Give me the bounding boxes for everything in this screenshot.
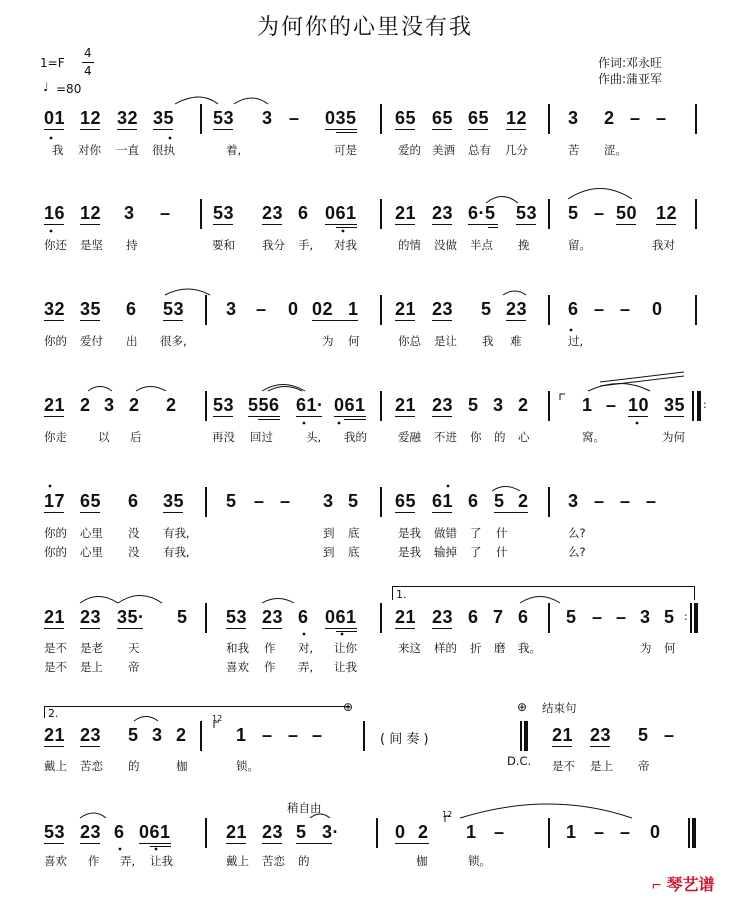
note: – bbox=[620, 491, 631, 511]
note: 23 bbox=[432, 395, 454, 415]
lyric: 要和 bbox=[212, 238, 235, 252]
lyric: 我对 bbox=[652, 238, 675, 252]
note: 2 bbox=[176, 725, 187, 745]
note: 3 bbox=[152, 725, 163, 745]
lyric: 你还 bbox=[44, 238, 67, 252]
lyric: 窝。 bbox=[582, 430, 605, 444]
ending-sentence-label: 结束句 bbox=[542, 701, 577, 715]
lyric: 我。 bbox=[518, 641, 541, 655]
note: 0 bbox=[395, 822, 406, 842]
lyric: 头, bbox=[306, 430, 322, 444]
note: 35 bbox=[153, 108, 175, 128]
lyric: 是我 bbox=[398, 526, 421, 540]
lyric: 为 bbox=[640, 641, 652, 655]
lyric: 半点 bbox=[470, 238, 493, 252]
note: – bbox=[256, 299, 267, 319]
lyric: 没做 bbox=[434, 238, 457, 252]
note: – bbox=[646, 491, 657, 511]
note: 23 bbox=[432, 607, 454, 627]
lyric: 磨 bbox=[494, 641, 506, 655]
tempo-marking: =80 bbox=[56, 82, 82, 96]
note: 0 bbox=[652, 299, 663, 319]
note: 5 bbox=[296, 822, 307, 842]
note: 53 bbox=[213, 395, 235, 415]
lyric: 你的 bbox=[44, 526, 67, 540]
lyric: 是不 bbox=[552, 759, 575, 773]
lyric: 不进 bbox=[434, 430, 457, 444]
lyric: 的情 bbox=[398, 238, 421, 252]
lyric: 留。 bbox=[568, 238, 591, 252]
note: 53 bbox=[213, 108, 235, 128]
note: 32 bbox=[44, 299, 66, 319]
lyric: 涩。 bbox=[604, 143, 627, 157]
note: – bbox=[254, 491, 265, 511]
note: 23 bbox=[80, 725, 102, 745]
lyric: 持 bbox=[126, 238, 138, 252]
note: 061 bbox=[325, 203, 357, 223]
note: – bbox=[594, 203, 605, 223]
note: 5 bbox=[494, 491, 505, 511]
lyric: 对, bbox=[298, 641, 314, 655]
note: 6 bbox=[468, 607, 479, 627]
note: 61· bbox=[296, 395, 324, 415]
interlude-label: ( 间 奏 ) bbox=[380, 732, 429, 747]
note: 3 bbox=[226, 299, 237, 319]
lyric: 回过 bbox=[250, 430, 273, 444]
note: 7 bbox=[493, 607, 504, 627]
lyric: 再没 bbox=[212, 430, 235, 444]
note: 23 bbox=[262, 822, 284, 842]
note: 6 bbox=[128, 491, 139, 511]
note: – bbox=[312, 725, 323, 745]
note: 53 bbox=[213, 203, 235, 223]
note: 5 bbox=[177, 607, 188, 627]
note: – bbox=[620, 822, 631, 842]
lyric: 戴上 bbox=[44, 759, 67, 773]
note: 21 bbox=[552, 725, 574, 745]
note: 35 bbox=[664, 395, 686, 415]
lyric: 样的 bbox=[434, 641, 457, 655]
lyric: 作 bbox=[264, 660, 276, 674]
note: 65 bbox=[80, 491, 102, 511]
note: 061 bbox=[334, 395, 366, 415]
note: 3 bbox=[568, 108, 579, 128]
watermark-text: 琴艺谱 bbox=[666, 877, 715, 894]
note: – bbox=[594, 491, 605, 511]
lyric: 折 bbox=[470, 641, 482, 655]
note: 21 bbox=[395, 299, 417, 319]
lyric: 后 bbox=[130, 430, 142, 444]
lyric: 的 bbox=[128, 759, 140, 773]
note: 2 bbox=[80, 395, 91, 415]
lyric: 到 bbox=[323, 545, 335, 559]
coda-sign-2: ⊕ bbox=[517, 700, 528, 714]
note: 23 bbox=[80, 822, 102, 842]
note: 65 bbox=[468, 108, 490, 128]
lyric: 有我, bbox=[163, 545, 190, 559]
lyric: 作 bbox=[264, 641, 276, 655]
lyric: 你 bbox=[470, 430, 482, 444]
note: 23 bbox=[262, 203, 284, 223]
lyric: 到 bbox=[323, 526, 335, 540]
lyric: 来这 bbox=[398, 641, 421, 655]
lyric: 手, bbox=[298, 238, 314, 252]
lyric: 我 bbox=[482, 334, 494, 348]
note: 12 bbox=[656, 203, 678, 223]
lyric: 苦 bbox=[568, 143, 580, 157]
da-capo-label: D.C. bbox=[507, 754, 532, 768]
note: 35· bbox=[117, 607, 145, 627]
note: 21 bbox=[44, 395, 66, 415]
lyric: 为 bbox=[322, 334, 334, 348]
note: 3 bbox=[568, 491, 579, 511]
lyric: 你总 bbox=[398, 334, 421, 348]
lyric: 戴上 bbox=[226, 854, 249, 868]
note: 2 bbox=[129, 395, 140, 415]
lyric: 了 bbox=[470, 545, 482, 559]
note: 2 bbox=[418, 822, 429, 842]
lyric: 弄, bbox=[120, 854, 136, 868]
note: – bbox=[594, 299, 605, 319]
repeat-dots: : bbox=[684, 610, 688, 623]
lyric: 是上 bbox=[80, 660, 103, 674]
note: 6 bbox=[468, 491, 479, 511]
note: – bbox=[592, 607, 603, 627]
note: – bbox=[594, 822, 605, 842]
lyric: 美酒 bbox=[432, 143, 455, 157]
lyric: 是上 bbox=[590, 759, 613, 773]
lyricist-credit: 作词:邓永旺 bbox=[598, 56, 663, 70]
note: 65 bbox=[395, 108, 417, 128]
lyric: 几分 bbox=[505, 143, 528, 157]
lyric: 让你 bbox=[334, 641, 357, 655]
watermark-logo bbox=[652, 872, 714, 895]
note: 5 bbox=[638, 725, 649, 745]
coda-sign-1: ⊕ bbox=[343, 700, 354, 714]
note: 1 bbox=[236, 725, 247, 745]
lyric: 天 bbox=[128, 641, 140, 655]
note: 23 bbox=[262, 607, 284, 627]
lyric: 输掉 bbox=[434, 545, 457, 559]
rubato-label: 稍自由 bbox=[287, 801, 322, 815]
note: 61 bbox=[432, 491, 454, 511]
lyric: 一直 bbox=[116, 143, 139, 157]
lyric: 挽 bbox=[518, 238, 530, 252]
lyric: 爱付 bbox=[80, 334, 103, 348]
lyric: 我的 bbox=[344, 430, 367, 444]
note: 5 bbox=[481, 299, 492, 319]
lyric: 底 bbox=[348, 526, 360, 540]
note: 061 bbox=[139, 822, 171, 842]
note: 3 bbox=[104, 395, 115, 415]
note: 35 bbox=[80, 299, 102, 319]
note: – bbox=[160, 203, 171, 223]
note: 0 bbox=[650, 822, 661, 842]
lyric: 没 bbox=[128, 545, 140, 559]
note: 23 bbox=[80, 607, 102, 627]
note: 53 bbox=[226, 607, 248, 627]
note: – bbox=[494, 822, 505, 842]
note: 1 bbox=[348, 299, 359, 319]
note: 6 bbox=[298, 607, 309, 627]
note: 5 bbox=[664, 607, 675, 627]
lyric: 总有 bbox=[468, 143, 491, 157]
lyric: 对我 bbox=[334, 238, 357, 252]
note: 5 bbox=[468, 395, 479, 415]
lyric: 有我, bbox=[163, 526, 190, 540]
lyric: 出 bbox=[126, 334, 138, 348]
composer-credit: 作曲:蒲亚军 bbox=[598, 72, 663, 86]
note: 3 bbox=[640, 607, 651, 627]
quarter-note-icon: ♩ bbox=[43, 80, 49, 94]
lyric: 你走 bbox=[44, 430, 67, 444]
lyric: 让我 bbox=[334, 660, 357, 674]
lyric: 爱的 bbox=[398, 143, 421, 157]
note: 3· bbox=[322, 822, 340, 842]
lyric: 很多, bbox=[160, 334, 187, 348]
note: 2 bbox=[166, 395, 177, 415]
note: 6 bbox=[114, 822, 125, 842]
note: 5 bbox=[566, 607, 577, 627]
repeat-dots: : bbox=[703, 398, 707, 411]
time-signature-top: 4 bbox=[84, 46, 92, 60]
note: 1 bbox=[466, 822, 477, 842]
note: 02 bbox=[312, 299, 334, 319]
lyric: 的 bbox=[298, 854, 310, 868]
note: 0 bbox=[288, 299, 299, 319]
note: – bbox=[620, 299, 631, 319]
note: 1 bbox=[582, 395, 593, 415]
note: 035 bbox=[325, 108, 357, 128]
lyric: 心 bbox=[518, 430, 530, 444]
lyric: 是不 bbox=[44, 660, 67, 674]
note: 10 bbox=[628, 395, 650, 415]
note: – bbox=[606, 395, 617, 415]
note: 6 bbox=[518, 607, 529, 627]
ending-1-label: 1. bbox=[396, 588, 407, 601]
lyric: 弄, bbox=[298, 660, 314, 674]
note: 6·5 bbox=[468, 203, 496, 223]
note: 16 bbox=[44, 203, 66, 223]
lyric: 过, bbox=[568, 334, 584, 348]
note: – bbox=[262, 725, 273, 745]
note: 23 bbox=[590, 725, 612, 745]
note: 23 bbox=[506, 299, 528, 319]
lyric: 做错 bbox=[434, 526, 457, 540]
note: 3 bbox=[493, 395, 504, 415]
lyric: 我 bbox=[52, 143, 64, 157]
lyric: 着, bbox=[226, 143, 242, 157]
lyric: 喜欢 bbox=[44, 854, 67, 868]
note: 53 bbox=[44, 822, 66, 842]
lyric: 是我 bbox=[398, 545, 421, 559]
lyric: 你的 bbox=[44, 545, 67, 559]
lyric: 是坚 bbox=[80, 238, 103, 252]
lyric: 枷 bbox=[416, 854, 428, 868]
lyric: 是不 bbox=[44, 641, 67, 655]
note: 5 bbox=[128, 725, 139, 745]
lyric: 你的 bbox=[44, 334, 67, 348]
note: 21 bbox=[44, 607, 66, 627]
lyric: 为何 bbox=[662, 430, 685, 444]
lyric: 么? bbox=[568, 545, 586, 559]
note: 12 bbox=[80, 203, 102, 223]
note: 6 bbox=[568, 299, 579, 319]
lyric: 没 bbox=[128, 526, 140, 540]
lyric: 作 bbox=[88, 854, 100, 868]
lyric: 帝 bbox=[638, 759, 650, 773]
note: – bbox=[289, 108, 300, 128]
grace-note: 12 bbox=[442, 810, 453, 819]
note: 53 bbox=[163, 299, 185, 319]
lyric: 难 bbox=[510, 334, 522, 348]
note: 1 bbox=[566, 822, 577, 842]
lyric: 什 bbox=[496, 545, 508, 559]
lyric: 心里 bbox=[80, 545, 103, 559]
note: – bbox=[656, 108, 667, 128]
note: 21 bbox=[226, 822, 248, 842]
note: 21 bbox=[395, 395, 417, 415]
lyric: 了 bbox=[470, 526, 482, 540]
note: 6 bbox=[298, 203, 309, 223]
lyric: 何 bbox=[664, 641, 676, 655]
note: 12 bbox=[80, 108, 102, 128]
note: 2 bbox=[518, 395, 529, 415]
lyric: 喜欢 bbox=[226, 660, 249, 674]
note: – bbox=[664, 725, 675, 745]
note: 32 bbox=[117, 108, 139, 128]
note: 5 bbox=[226, 491, 237, 511]
note: 53 bbox=[516, 203, 538, 223]
note: 35 bbox=[163, 491, 185, 511]
note: 21 bbox=[44, 725, 66, 745]
lyric: 帝 bbox=[128, 660, 140, 674]
note: 6 bbox=[126, 299, 137, 319]
lyric: 何 bbox=[348, 334, 360, 348]
lyric: 的 bbox=[494, 430, 506, 444]
grace-note: 12 bbox=[212, 714, 223, 723]
lyric: 和我 bbox=[226, 641, 249, 655]
note: 01 bbox=[44, 108, 66, 128]
note: 21 bbox=[395, 203, 417, 223]
lyric: 心里 bbox=[80, 526, 103, 540]
note: 556 bbox=[248, 395, 280, 415]
key-signature: 1=F bbox=[40, 56, 65, 70]
time-signature-bar bbox=[82, 62, 94, 63]
lyric: 爱融 bbox=[398, 430, 421, 444]
lyric: 对你 bbox=[78, 143, 101, 157]
watermark-icon: ⌐ bbox=[652, 877, 662, 894]
lyric: 底 bbox=[348, 545, 360, 559]
lyric: 苦恋 bbox=[262, 854, 285, 868]
note: 5 bbox=[348, 491, 359, 511]
note: 3 bbox=[262, 108, 273, 128]
note: 21 bbox=[395, 607, 417, 627]
note: 23 bbox=[432, 203, 454, 223]
note: – bbox=[288, 725, 299, 745]
lyric: 是老 bbox=[80, 641, 103, 655]
lyric: 让我 bbox=[150, 854, 173, 868]
note: 2 bbox=[604, 108, 615, 128]
lyric: 枷 bbox=[176, 759, 188, 773]
note: 061 bbox=[325, 607, 357, 627]
lyric: 苦恋 bbox=[80, 759, 103, 773]
note: 5 bbox=[568, 203, 579, 223]
ending-2-label: 2. bbox=[48, 707, 59, 720]
note: – bbox=[280, 491, 291, 511]
note: 12 bbox=[506, 108, 528, 128]
lyric: 可是 bbox=[334, 143, 357, 157]
lyric: 锁。 bbox=[236, 759, 259, 773]
lyric: 么? bbox=[568, 526, 586, 540]
lyric: 以 bbox=[98, 430, 110, 444]
lyric: 锁。 bbox=[468, 854, 491, 868]
page-title: 为何你的心里没有我 bbox=[256, 15, 473, 40]
note: 65 bbox=[395, 491, 417, 511]
note: – bbox=[616, 607, 627, 627]
note: 2 bbox=[518, 491, 529, 511]
lyric: 我分 bbox=[262, 238, 285, 252]
lyric: 很执 bbox=[152, 143, 175, 157]
note: – bbox=[630, 108, 641, 128]
time-signature-bottom: 4 bbox=[84, 64, 92, 78]
note: 3 bbox=[323, 491, 334, 511]
lyric: 是让 bbox=[434, 334, 457, 348]
note: 23 bbox=[432, 299, 454, 319]
note: 3 bbox=[124, 203, 135, 223]
note: 50 bbox=[616, 203, 638, 223]
note: 65 bbox=[432, 108, 454, 128]
note: 17 bbox=[44, 491, 66, 511]
lyric: 什 bbox=[496, 526, 508, 540]
